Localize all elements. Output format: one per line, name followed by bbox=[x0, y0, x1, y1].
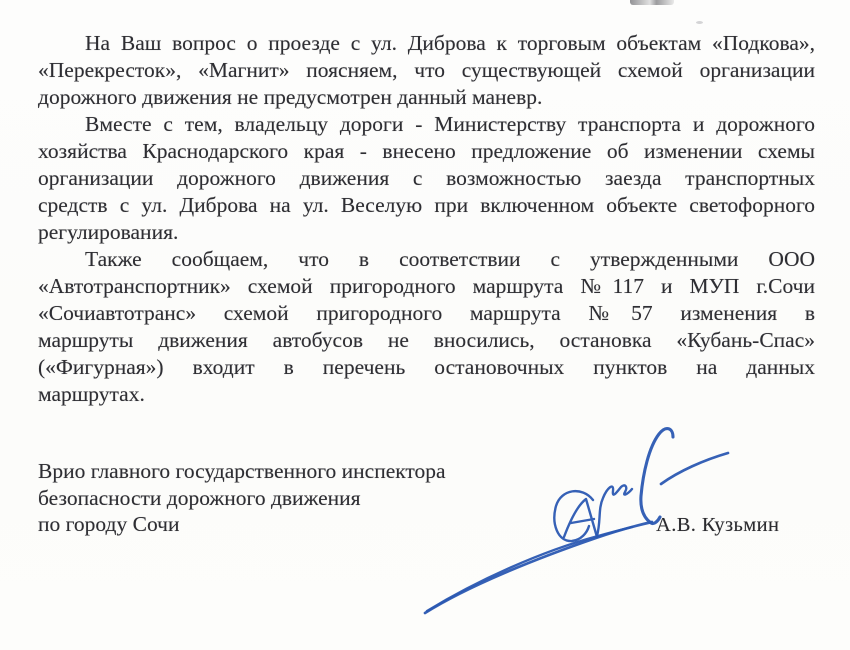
signature-dash-stroke bbox=[661, 453, 728, 484]
body-line: регулирования. bbox=[38, 220, 179, 244]
body-line: организации дорожного движения с возможностью заезда транспортных bbox=[38, 166, 815, 190]
body-line: хозяйства Краснодарского края - внесено предложение об изменении схемы bbox=[38, 139, 815, 163]
body-line: Вместе с тем, владельцу дороги - Министерству транспорта и дорожного bbox=[85, 112, 815, 136]
signoff-line: безопасности дорожного движения bbox=[38, 485, 361, 510]
body-line: («Фигурная») входит в перечень остановочных пунктов на данных bbox=[38, 355, 815, 379]
signature-initial-a bbox=[564, 499, 597, 537]
signature-flourish-upper-stroke bbox=[427, 527, 632, 611]
signer-name: А.В. Кузьмин bbox=[656, 514, 780, 536]
signature-flourish-lower-stroke bbox=[425, 522, 652, 613]
body-line: «Автотранспортник» схемой пригородного маршрута №117 и МУП г.Сочи bbox=[38, 274, 815, 298]
body-line: На Ваш вопрос о проезде с ул. Диброва к торговым объектам «Подкова», bbox=[85, 31, 815, 55]
body-line: средств с ул. Диброва на ул. Веселую при включенном объекте светофорного bbox=[38, 193, 815, 217]
body-line: Также сообщаем, что в соответствии с утвержденными ООО bbox=[85, 247, 815, 271]
signoff-line: по городу Сочи bbox=[38, 512, 180, 536]
body-line: «Перекресток», «Магнит» поясняем, что существующей схемой организации bbox=[38, 58, 815, 82]
body-line: «Сочиавтотранс» схемой пригородного маршрута №57 изменения в bbox=[38, 301, 815, 325]
signature-tall-stroke bbox=[641, 429, 673, 524]
body-line: маршрутах. bbox=[38, 382, 145, 406]
body-line: дорожного движения не предусмотрен данный маневр. bbox=[38, 85, 543, 109]
body-line: маршруты движения автобусов не вносились, остановка «Кубань-Спас» bbox=[38, 328, 815, 352]
signoff-line: Врио главного государственного инспектора bbox=[38, 459, 446, 483]
